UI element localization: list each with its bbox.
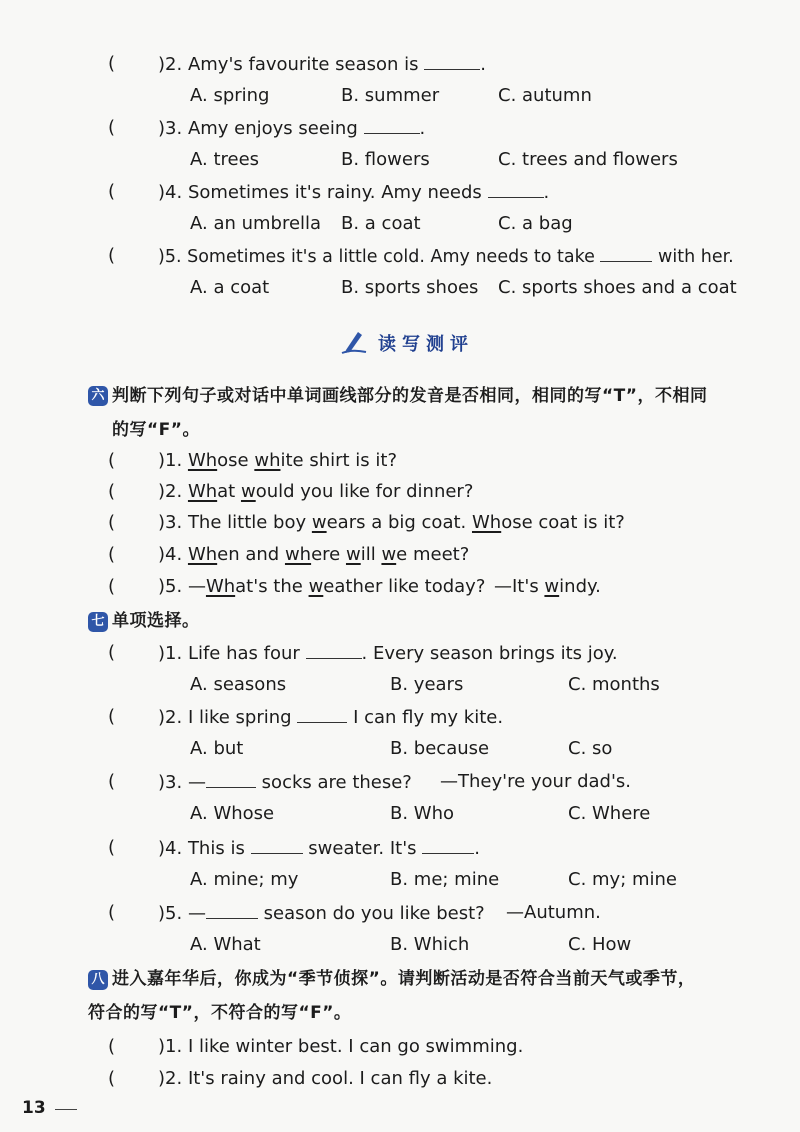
answer-blank[interactable] (251, 837, 303, 854)
option-a[interactable]: A. seasons (190, 674, 287, 695)
answer-paren[interactable]: ( (108, 117, 116, 138)
option-b[interactable]: B. Who (390, 803, 455, 824)
option-c[interactable]: C. sports shoes and a coat (498, 277, 737, 298)
option-b[interactable]: B. years (390, 674, 464, 695)
option-a[interactable]: A. a coat (190, 277, 270, 298)
section-title-cont: 符合的写“T”，不符合的写“F”。 (88, 1003, 352, 1023)
answer-paren[interactable]: ( (108, 576, 116, 597)
answer-paren[interactable]: ( (108, 450, 116, 471)
pencil-icon (340, 328, 370, 354)
answer-paren[interactable]: ( (108, 837, 116, 858)
option-b[interactable]: B. sports shoes (341, 277, 479, 298)
answer-blank[interactable] (422, 837, 474, 854)
answer-blank[interactable] (206, 902, 258, 919)
answer-blank[interactable] (297, 706, 347, 723)
option-c[interactable]: C. How (568, 934, 632, 955)
section-number-badge: 六 (88, 386, 108, 406)
answer-paren[interactable]: ( (108, 771, 116, 792)
option-a[interactable]: A. Whose (190, 803, 275, 824)
option-a[interactable]: A. an umbrella (190, 213, 322, 234)
answer-paren[interactable]: ( (108, 706, 116, 727)
option-a[interactable]: A. spring (190, 85, 270, 106)
option-b[interactable]: B. me; mine (390, 869, 500, 890)
answer-blank[interactable] (424, 53, 480, 70)
answer-paren[interactable]: ( (108, 544, 116, 565)
option-c[interactable]: C. Where (568, 803, 651, 824)
answer-paren[interactable]: ( (108, 1036, 116, 1057)
option-a[interactable]: A. but (190, 738, 244, 759)
option-c[interactable]: C. months (568, 674, 660, 695)
option-a[interactable]: A. trees (190, 149, 260, 170)
answer-paren[interactable]: ( (108, 245, 116, 266)
option-b[interactable]: B. flowers (341, 149, 430, 170)
section-title: 判断下列句子或对话中单词画线部分的发音是否相同，相同的写“T”，不相同 (112, 386, 708, 406)
section-title: 单项选择。 (112, 611, 200, 631)
banner-title: 读写测评 (378, 334, 474, 355)
option-c[interactable]: C. a bag (498, 213, 573, 234)
answer-blank[interactable] (306, 642, 362, 659)
answer-blank[interactable] (600, 245, 652, 262)
option-a[interactable]: A. What (190, 934, 261, 955)
answer-paren[interactable]: ( (108, 1068, 116, 1089)
section-number-badge: 七 (88, 612, 108, 632)
option-c[interactable]: C. autumn (498, 85, 592, 106)
answer-blank[interactable] (206, 771, 256, 788)
page-divider (55, 1109, 77, 1110)
option-b[interactable]: B. a coat (341, 213, 421, 234)
answer-blank[interactable] (364, 117, 420, 134)
section-title-cont: 的写“F”。 (112, 420, 200, 440)
section-number-badge: 八 (88, 970, 108, 990)
option-c[interactable]: C. so (568, 738, 613, 759)
option-c[interactable]: C. trees and flowers (498, 149, 678, 170)
answer-paren[interactable]: ( (108, 902, 116, 923)
answer-paren[interactable]: ( (108, 642, 116, 663)
option-a[interactable]: A. mine; my (190, 869, 299, 890)
answer-paren[interactable]: ( (108, 512, 116, 533)
option-b[interactable]: B. Which (390, 934, 470, 955)
option-c[interactable]: C. my; mine (568, 869, 678, 890)
section-title: 进入嘉年华后，你成为“季节侦探”。请判断活动是否符合当前天气或季节， (112, 969, 696, 989)
option-b[interactable]: B. because (390, 738, 490, 759)
answer-paren[interactable]: ( (108, 53, 116, 74)
answer-paren[interactable]: ( (108, 181, 116, 202)
answer-blank[interactable] (488, 181, 544, 198)
page-number: 13 (22, 1098, 46, 1118)
answer-paren[interactable]: ( (108, 481, 116, 502)
option-b[interactable]: B. summer (341, 85, 440, 106)
